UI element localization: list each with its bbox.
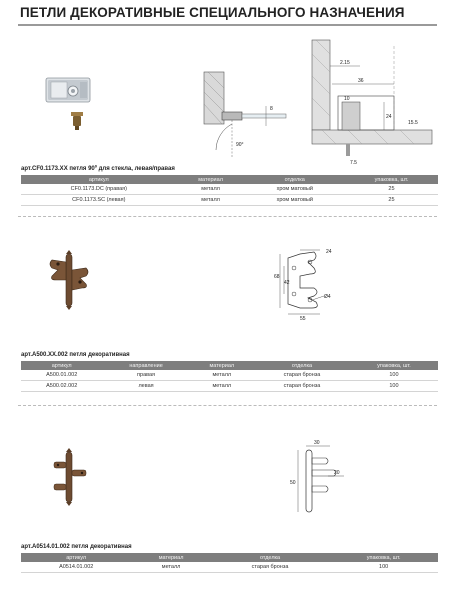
col-article: артикул xyxy=(21,361,102,370)
dim-base: 55 xyxy=(300,316,306,320)
dim-h2: 42 xyxy=(284,280,290,286)
tech-drawing-a0514 xyxy=(286,440,352,524)
cell-finish: хром матовый xyxy=(245,184,345,195)
cell-direction: правая xyxy=(102,370,189,381)
product-caption-cf0-1173: арт.CF0.1173.XX петля 90º для стекла, левая/правая xyxy=(21,166,175,172)
product-caption-a0514: арт.A0514.01.002 петля декоративная xyxy=(21,544,132,550)
table-header-row xyxy=(21,175,438,184)
col-pack: упаковка, шт. xyxy=(329,553,438,562)
table-row xyxy=(21,381,438,392)
cell-finish: хром матовый xyxy=(245,195,345,206)
dim-c: 36 xyxy=(358,78,364,84)
table-row xyxy=(21,370,438,381)
cell-article: CF0.1173.SC (левая) xyxy=(21,195,177,206)
page-header xyxy=(0,0,455,30)
tech-drawing-side xyxy=(196,68,292,160)
col-finish: отделка xyxy=(211,553,330,562)
spec-table-a0514 xyxy=(21,553,438,573)
col-material: материал xyxy=(131,553,210,562)
cell-material: металл xyxy=(177,184,245,195)
dim-g: 7.5 xyxy=(350,160,357,166)
table-row xyxy=(21,195,438,206)
cell-material: металл xyxy=(190,370,254,381)
page-title: ПЕТЛИ ДЕКОРАТИВНЫЕ СПЕЦИАЛЬНОГО НАЗНАЧЕНИЯ xyxy=(20,5,405,20)
cell-pack: 25 xyxy=(345,195,438,206)
cell-pack: 100 xyxy=(350,370,438,381)
dim-d: 10 xyxy=(344,96,350,102)
dim-e: 24 xyxy=(386,114,392,120)
cell-material: металл xyxy=(177,195,245,206)
col-finish: отделка xyxy=(245,175,345,184)
dim-a: 8 xyxy=(270,106,273,112)
dim-f: 15.5 xyxy=(408,120,418,126)
header-rule xyxy=(18,24,437,26)
col-pack: упаковка, шт. xyxy=(350,361,438,370)
product-photo-a500 xyxy=(46,250,92,310)
cell-pack: 100 xyxy=(329,562,438,573)
col-pack: упаковка, шт. xyxy=(345,175,438,184)
cell-article: CF0.1173.DC (правая) xyxy=(21,184,177,195)
dim-hole: Ø4 xyxy=(324,294,331,300)
cell-article: A500.01.002 xyxy=(21,370,102,381)
table-header-row xyxy=(21,553,438,562)
col-material: материал xyxy=(190,361,254,370)
cell-direction: левая xyxy=(102,381,189,392)
dim-angle: 90° xyxy=(236,142,244,148)
dim-h1: 68 xyxy=(274,274,280,280)
table-row xyxy=(21,562,438,573)
tech-drawing-a500 xyxy=(274,244,354,320)
cell-finish: старая бронза xyxy=(211,562,330,573)
dim-h: 50 xyxy=(290,480,296,486)
tech-drawing-section xyxy=(308,36,436,170)
section-divider xyxy=(18,405,437,406)
col-article: артикул xyxy=(21,553,131,562)
dim-b: 2.15 xyxy=(340,60,350,66)
product-caption-a500: арт.A500.XX.002 петля декоративная xyxy=(21,352,130,358)
cell-finish: старая бронза xyxy=(254,381,350,392)
cell-article: A0514.01.002 xyxy=(21,562,131,573)
table-row xyxy=(21,184,438,195)
dim-w: 24 xyxy=(326,249,332,255)
cell-material: металл xyxy=(131,562,210,573)
cell-material: металл xyxy=(190,381,254,392)
cell-article: A500.02.002 xyxy=(21,381,102,392)
cell-pack: 25 xyxy=(345,184,438,195)
section-divider xyxy=(18,216,437,217)
col-finish: отделка xyxy=(254,361,350,370)
cell-finish: старая бронза xyxy=(254,370,350,381)
col-article: артикул xyxy=(21,175,177,184)
col-direction: направление xyxy=(102,361,189,370)
product-photo-a0514 xyxy=(50,448,90,508)
dim-top: 30 xyxy=(314,440,320,446)
dim-side: 20 xyxy=(334,470,340,476)
product-photo-cf0-1173 xyxy=(42,72,96,136)
spec-table-a500 xyxy=(21,361,438,392)
cell-pack: 100 xyxy=(350,381,438,392)
col-material: материал xyxy=(177,175,245,184)
spec-table-cf0-1173 xyxy=(21,175,438,206)
table-header-row xyxy=(21,361,438,370)
